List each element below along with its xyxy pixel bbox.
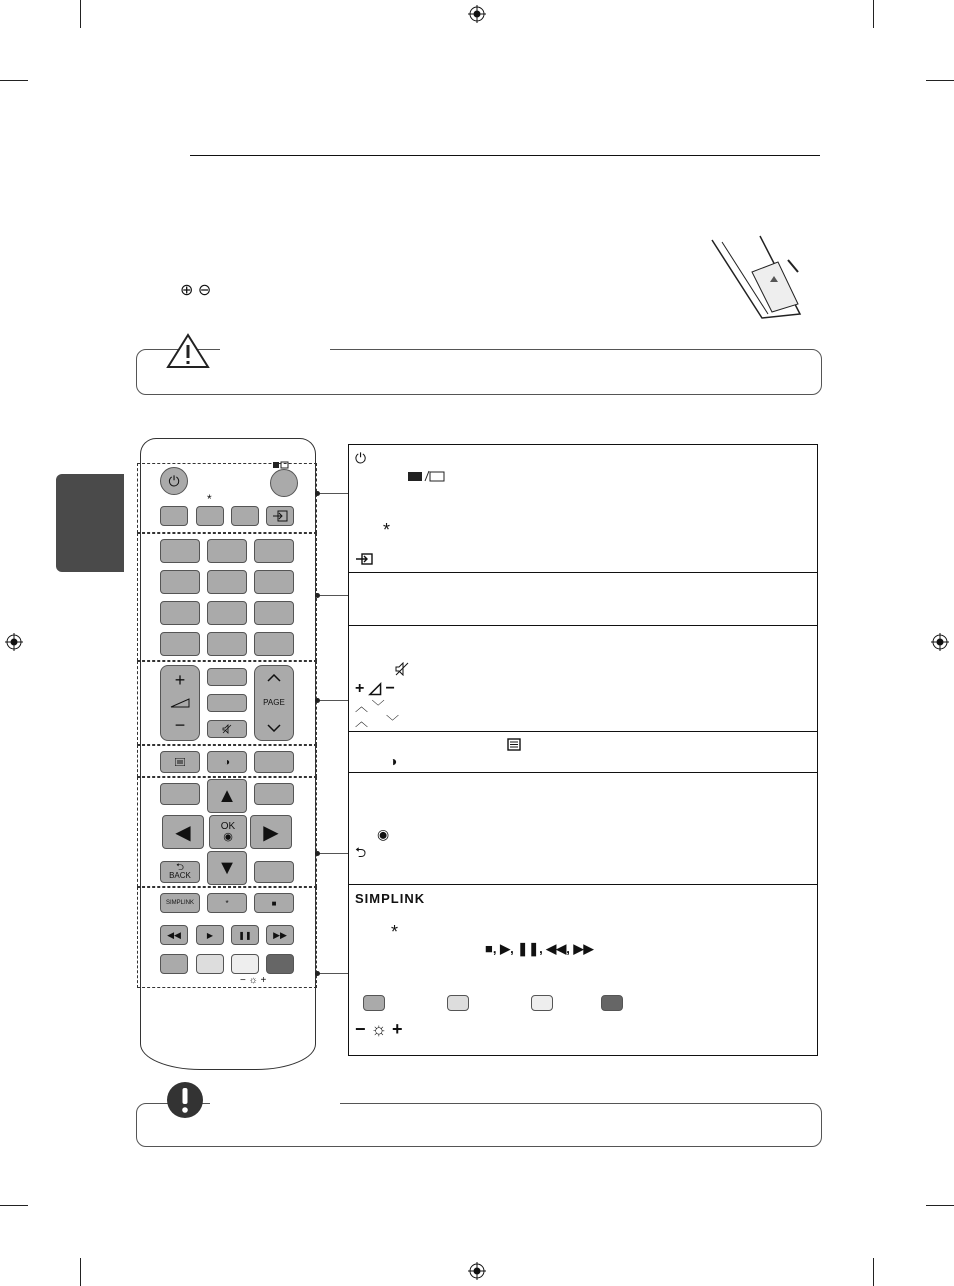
back-arrow-icon: ⮌ — [355, 844, 367, 860]
playback-icons: ■, ▶, ❚❚, ◀◀, ▶▶ — [485, 941, 594, 956]
nav-right-button[interactable] — [250, 815, 292, 849]
crop-mark — [926, 1205, 954, 1206]
mute-button[interactable] — [207, 720, 247, 738]
input-icon — [355, 553, 373, 565]
note-box — [136, 1103, 822, 1147]
star-icon: * — [207, 492, 212, 506]
tv-radio-icon — [407, 470, 445, 482]
battery-polarity-icons: ⊕ ⊖ — [180, 282, 212, 299]
info-button[interactable] — [254, 751, 294, 773]
connector-line — [317, 700, 348, 701]
minus-icon: − — [174, 715, 186, 736]
tv-radio-icon — [273, 461, 289, 469]
channel-up-down-icons: ︿ ﹀ — [355, 699, 385, 714]
green-button[interactable] — [196, 954, 224, 974]
t-opt-button[interactable] — [207, 751, 247, 773]
number-button[interactable] — [254, 539, 294, 563]
blue-key-icon — [601, 995, 623, 1011]
crop-mark — [0, 1205, 28, 1206]
nav-left-button[interactable] — [162, 815, 204, 849]
connector-line — [317, 853, 348, 854]
power-button[interactable] — [160, 467, 188, 495]
connector-dot — [315, 491, 320, 496]
volume-rocker[interactable] — [160, 665, 200, 741]
yellow-button[interactable] — [231, 954, 259, 974]
tv-rad-button[interactable] — [270, 469, 298, 497]
left-arrow-icon: ◀ — [175, 821, 191, 844]
fav-button[interactable] — [207, 668, 247, 686]
back-label: BACK — [169, 871, 191, 880]
input-button[interactable] — [266, 506, 294, 526]
description-box-top — [348, 444, 818, 573]
connector-line — [317, 973, 348, 974]
registration-mark-icon — [931, 633, 949, 651]
q-menu-button[interactable] — [254, 783, 294, 805]
chevron-up-icon — [267, 674, 281, 682]
star-icon: * — [391, 922, 399, 942]
down-arrow-icon: ▼ — [217, 856, 237, 879]
back-button[interactable] — [160, 861, 200, 883]
description-box-teletext — [348, 731, 818, 773]
ok-target-icon: ◉ — [223, 831, 233, 843]
registration-mark-icon — [468, 5, 486, 23]
power-icon: ⏻ — [168, 472, 180, 489]
star-button[interactable] — [196, 506, 224, 526]
connector-dot — [315, 851, 320, 856]
blue-button[interactable] — [266, 954, 294, 974]
connector-line — [317, 595, 348, 596]
pause-icon: ❚❚ — [238, 930, 252, 940]
up-arrow-icon: ▲ — [217, 784, 237, 807]
description-box-navigation — [348, 772, 818, 885]
nav-up-button[interactable] — [207, 779, 247, 813]
registration-mark-icon — [468, 1262, 486, 1280]
fast-forward-icon: ▶▶ — [273, 929, 287, 940]
page-label: PAGE — [263, 698, 285, 708]
backlight-icons: − ☼ + — [355, 1019, 403, 1039]
page-up-down-icons: ︿ ﹀ — [355, 714, 400, 729]
nav-down-button[interactable] — [207, 851, 247, 885]
stop-icon: ■ — [271, 898, 277, 908]
teletext-icon — [175, 758, 185, 766]
battery-cover-illustration — [700, 232, 815, 322]
star-icon: * — [383, 520, 391, 540]
backlight-icons: − ☼ + — [240, 975, 267, 986]
page-rocker[interactable] — [254, 665, 294, 741]
simplink-logo: SIMPLINK — [165, 900, 194, 906]
ok-target-icon: ◉ — [377, 826, 390, 842]
star-button-2[interactable] — [207, 893, 247, 913]
description-box-numbers — [348, 572, 818, 626]
number-button[interactable] — [254, 570, 294, 594]
play-icon: ▶ — [206, 930, 214, 940]
teletext-icon — [507, 738, 521, 751]
home-button[interactable] — [160, 783, 200, 805]
connector-dot — [315, 971, 320, 976]
fast-forward-button[interactable] — [266, 925, 294, 945]
green-key-icon — [447, 995, 469, 1011]
yellow-key-icon — [531, 995, 553, 1011]
crop-mark — [0, 80, 28, 81]
chevron-down-icon — [267, 724, 281, 732]
registration-mark-icon — [5, 633, 23, 651]
description-box-volume — [348, 625, 818, 732]
settings-button[interactable] — [160, 506, 188, 526]
mute-icon — [222, 724, 232, 734]
number-button[interactable] — [160, 570, 200, 594]
simplink-button[interactable] — [160, 893, 200, 913]
warning-triangle-icon — [166, 333, 210, 369]
text-button[interactable] — [160, 751, 200, 773]
3d-button[interactable] — [207, 694, 247, 712]
red-key-icon — [363, 995, 385, 1011]
input-icon — [272, 510, 288, 522]
ok-label: OK — [220, 821, 236, 832]
number-button[interactable] — [207, 570, 247, 594]
note-gap — [210, 1103, 340, 1105]
crop-mark — [80, 0, 81, 28]
number-button[interactable] — [207, 601, 247, 625]
crop-mark — [80, 1258, 81, 1286]
chapter-tab — [56, 474, 124, 572]
connector-dot — [315, 593, 320, 598]
exit-button[interactable] — [254, 861, 294, 883]
rewind-button[interactable] — [160, 925, 188, 945]
rewind-icon: ◀◀ — [167, 929, 181, 940]
connector-dot — [315, 698, 320, 703]
number-button[interactable] — [254, 601, 294, 625]
number-button[interactable] — [207, 539, 247, 563]
number-button[interactable] — [160, 601, 200, 625]
simplink-logo: SIMPLINK — [355, 891, 426, 906]
crop-mark — [873, 0, 874, 28]
volume-symbols: + ◿ − — [355, 680, 395, 697]
note-exclamation-icon — [165, 1080, 205, 1120]
number-button[interactable] — [160, 539, 200, 563]
connector-line — [317, 493, 348, 494]
number-button[interactable] — [254, 632, 294, 656]
volume-icon — [170, 698, 190, 708]
ok-button[interactable] — [209, 815, 247, 849]
crop-mark — [873, 1258, 874, 1286]
guide-button[interactable] — [231, 506, 259, 526]
red-button[interactable] — [160, 954, 188, 974]
plus-icon: + — [174, 669, 186, 690]
number-button[interactable] — [207, 632, 247, 656]
play-button[interactable] — [196, 925, 224, 945]
stop-button[interactable] — [254, 893, 294, 913]
right-arrow-icon: ▶ — [263, 821, 279, 844]
star-icon: * — [225, 898, 229, 908]
description-box-playback — [348, 884, 818, 1056]
pause-button[interactable] — [231, 925, 259, 945]
back-arrow-icon: ⮌ — [175, 862, 184, 873]
power-icon: ⏻ — [355, 450, 367, 466]
caution-box — [136, 349, 822, 395]
t-opt-icon: ◑ — [389, 753, 398, 769]
crop-mark — [926, 80, 954, 81]
t-opt-icon: ◑ — [223, 756, 231, 768]
number-button[interactable] — [160, 632, 200, 656]
header-rule — [190, 155, 820, 156]
caution-gap — [220, 349, 330, 351]
mute-icon — [395, 662, 409, 676]
